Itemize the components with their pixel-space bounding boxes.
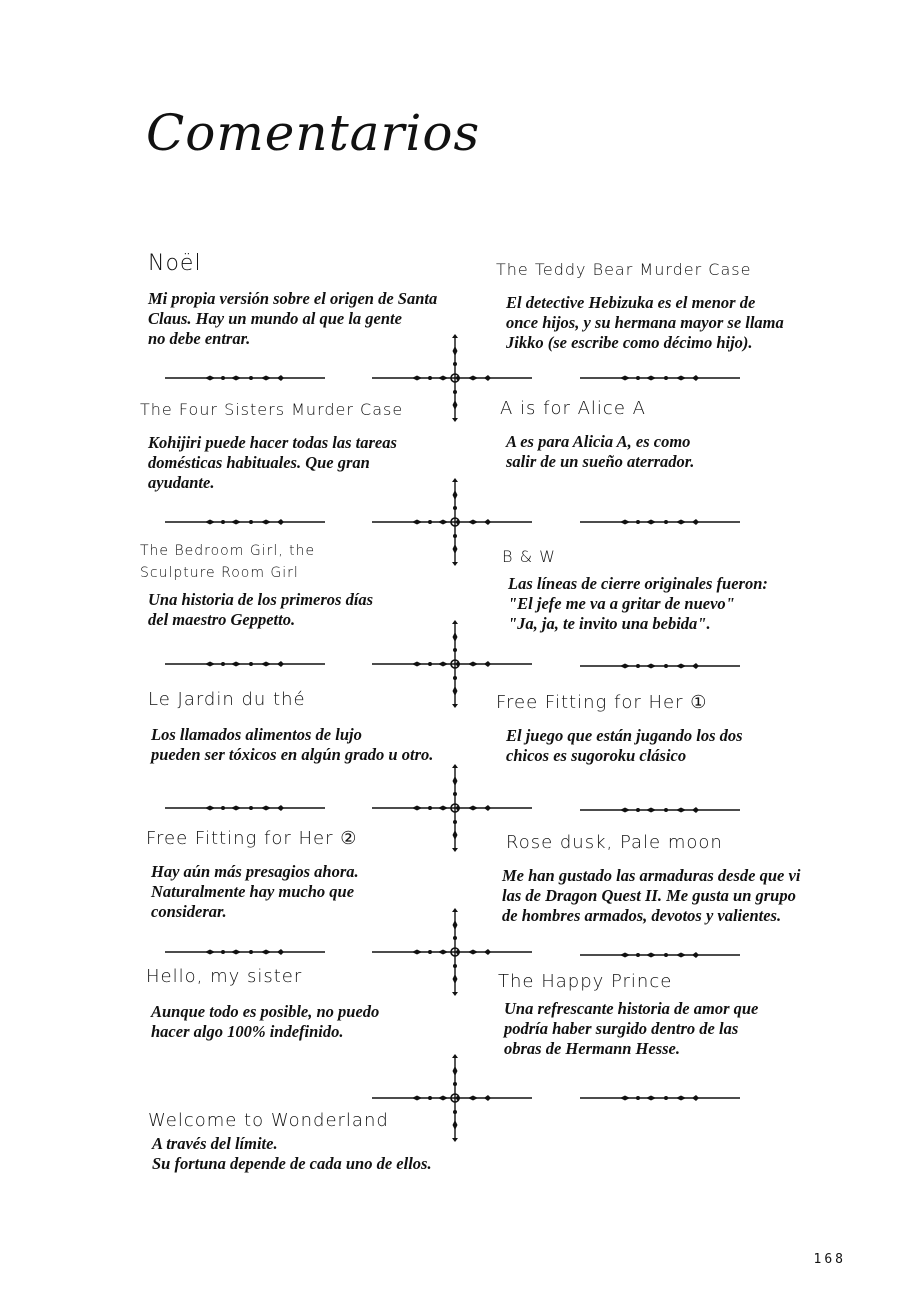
- entry-body: A es para Alicia A, es como salir de un sueño aterrador.: [506, 432, 695, 471]
- page-title: Comentarios: [146, 104, 481, 162]
- entry-four-sisters: [140, 398, 480, 493]
- entry-title: The Bedroom Girl, the Sculpture Room Girl: [140, 543, 316, 581]
- entry-body: Las líneas de cierre originales fueron: "El jefe me va a gritar de nuevo" "Ja, ja, te invito una bebida".: [508, 574, 768, 633]
- entry-title: The Four Sisters Murder Case: [140, 400, 404, 419]
- entry-body: Mi propia versión sobre el origen de Santa Claus. Hay un mundo al que la gente no debe entrar.: [148, 289, 438, 348]
- entry-body: Una historia de los primeros días del maestro Geppetto.: [148, 590, 374, 629]
- entry-alice: [500, 397, 820, 472]
- entry-happy-prince: [498, 970, 818, 1059]
- entry-title: Rose dusk, Pale moon: [506, 832, 723, 853]
- entry-title: Free Fitting for Her ②: [146, 828, 358, 849]
- entry-body: Kohijiri puede hacer todas las tareas domésticas habituales. Que gran ayudante.: [148, 433, 397, 492]
- entry-bedroom-girl: [140, 540, 480, 630]
- entry-body: El juego que están jugando los dos chicos es sugoroku clásico: [506, 726, 743, 765]
- entry-hello-sister: [146, 965, 466, 1042]
- entry-body: Hay aún más presagios ahora. Naturalmente hay mucho que considerar.: [151, 862, 359, 921]
- entry-body: Los llamados alimentos de lujo pueden ser tóxicos en algún grado u otro.: [151, 725, 434, 764]
- entry-le-jardin: [148, 688, 468, 765]
- entry-title: Welcome to Wonderland: [148, 1110, 389, 1131]
- entry-wonderland: [148, 1109, 508, 1174]
- entry-title: Le Jardin du thé: [148, 689, 306, 710]
- entry-body: El detective Hebizuka es el menor de once hijos, y su hermana mayor se llama Jikko (se escribe como décimo hijo).: [506, 293, 784, 352]
- entry-title: The Happy Prince: [498, 971, 673, 992]
- entry-body: Me han gustado las armaduras desde que vi las de Dragon Quest II. Me gusta un grupo de hombres armados, devotos y valientes.: [502, 866, 801, 925]
- entry-title: Noël: [148, 251, 202, 276]
- entry-title: Hello, my sister: [146, 966, 303, 987]
- entry-free-fitting-2: [146, 827, 466, 922]
- entry-teddy-bear: [496, 258, 856, 353]
- entry-body: A través del límite. Su fortuna depende de cada uno de ellos.: [152, 1134, 432, 1173]
- entry-title: B & W: [502, 547, 556, 566]
- entry-title: A is for Alice A: [500, 398, 646, 419]
- entry-title: The Teddy Bear Murder Case: [496, 260, 752, 279]
- page-number: 168: [813, 1252, 846, 1267]
- entry-free-fitting-1: [496, 691, 816, 766]
- entry-noel: [148, 252, 468, 349]
- entry-body: Una refrescante historia de amor que podría haber surgido dentro de las obras de Hermann Hesse.: [504, 999, 759, 1058]
- entry-b-and-w: [502, 545, 852, 634]
- entry-rose-dusk: [502, 831, 856, 926]
- entry-title: Free Fitting for Her ①: [496, 692, 708, 713]
- entry-body: Aunque todo es posible, no puedo hacer algo 100% indefinido.: [151, 1002, 380, 1041]
